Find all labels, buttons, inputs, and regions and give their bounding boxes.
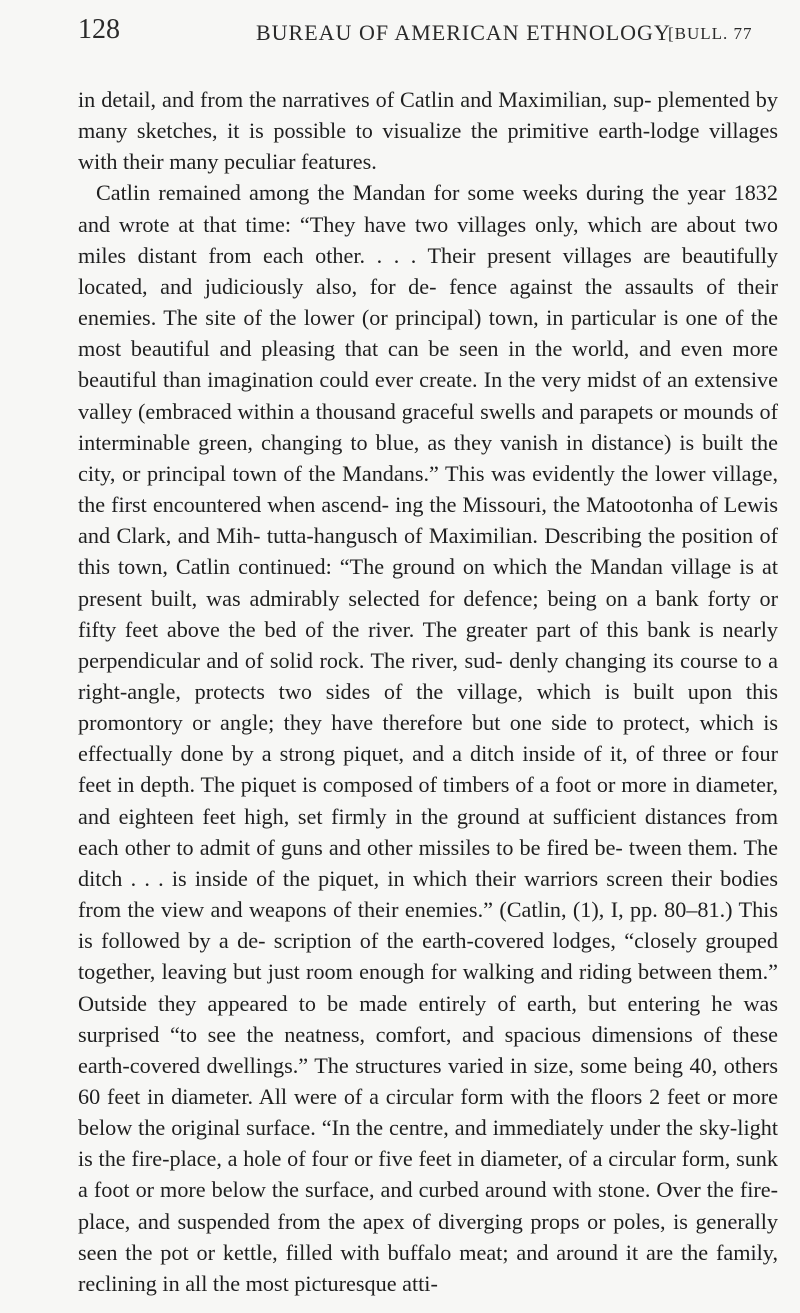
body-text [78,84,778,1299]
bulletin-reference: [BULL. 77 [668,24,753,43]
paragraph-catlin-quote: Catlin remained among the Mandan for some weeks during the year 1832 and wrote at that time: “They have two villages only, which are about two miles distant from each other. . . . Their present villages are beautifully located, and judiciously also, for de- fence against the assaults of their enemies. The site of the lower (or principal) town, in particular is one of the most beautiful and pleasing that can be seen in the world, and even more beautiful than imagination could ever create. In the very midst of an extensive valley (embraced within a thousand graceful swells and parapets or mounds of interminable green, changing to blue, as they vanish in distance) is built the city, or principal town of the Mandans.” This was evidently the lower village, the first encountered when ascend- ing the Missouri, the Matootonha of Lewis and Clark, and Mih- tutta-hangusch of Maximilian. Describing the position of this town, Catlin continued: “The ground on which the Mandan village is at present built, was admirably selected for defence; being on a bank forty or fifty feet above the bed of the river. The greater part of this bank is nearly perpendicular and of solid rock. The river, sud- denly changing its course to a right-angle, protects two sides of the village, which is built upon this promontory or angle; they have therefore but one side to protect, which is effectually done by a strong piquet, and a ditch inside of it, of three or four feet in depth. The piquet is composed of timbers of a foot or more in diameter, and eighteen feet high, set firmly in the ground at sufficient distances from each other to admit of guns and other missiles to be fired be- tween them. The ditch . . . is inside of the piquet, in which their warriors screen their bodies from the view and weapons of their enemies.” (Catlin, (1), I, pp. 80–81.) This is followed by a de- scription of the earth-covered lodges, “closely grouped together, leaving but just room enough for walking and riding between them.” Outside they appeared to be made entirely of earth, but entering he was surprised “to see the neatness, comfort, and spacious dimensions of these earth-covered dwellings.” The structures varied in size, some being 40, others 60 feet in diameter. All were of a circular form with the floors 2 feet or more below the original surface. “In the centre, and immediately under the sky-light is the fire-place, a hole of four or five feet in diameter, of a circular form, sunk a foot or more below the surface, and curbed around with stone. Over the fire-place, and suspended from the apex of diverging props or poles, is generally seen the pot or kettle, filled with buffalo meat; and around it are the family, reclining in all the most picturesque atti- [78,180,778,1296]
running-head: BUREAU OF AMERICAN ETHNOLOGY [256,20,671,45]
page-header [78,12,798,62]
page-number: 128 [78,14,120,45]
paragraph-continuation: in detail, and from the narratives of Catlin and Maximilian, sup- plemented by many sketches, it is possible to visualize the primitive earth-lodge villages with their many peculiar features. [78,87,778,175]
